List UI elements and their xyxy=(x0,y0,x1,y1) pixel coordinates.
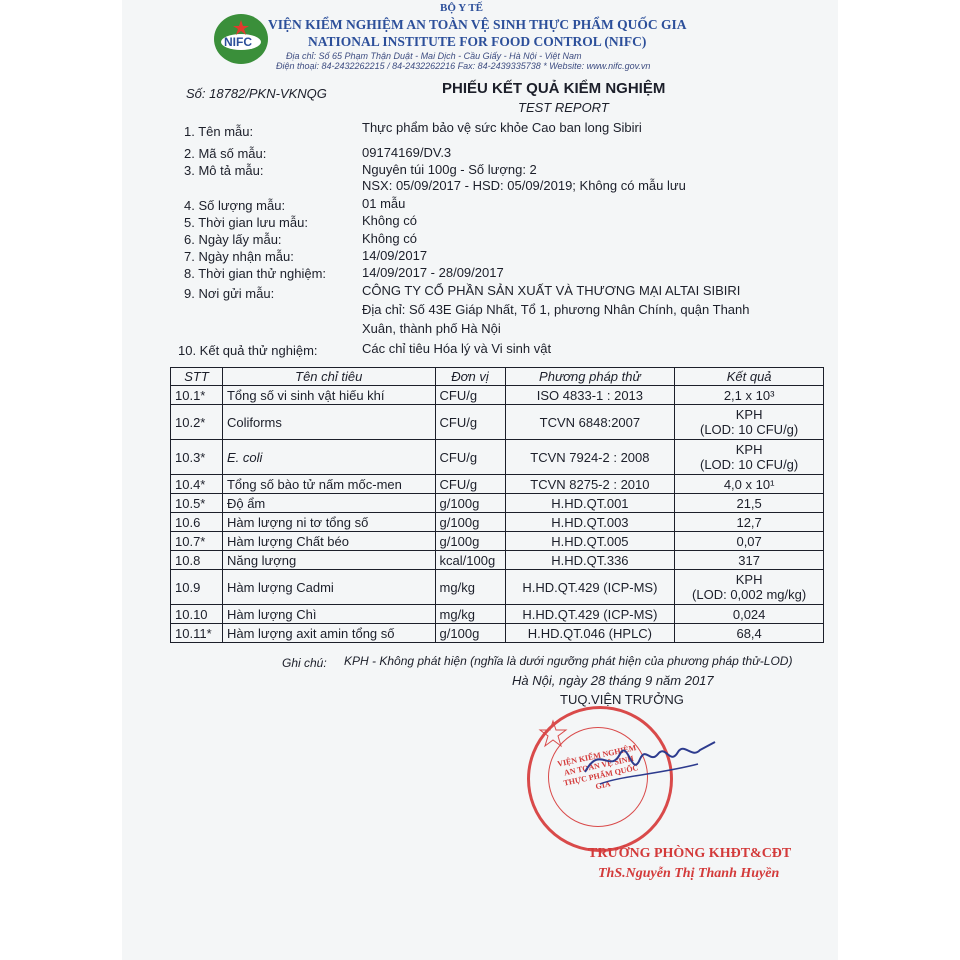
cell-method: TCVN 6848:2007 xyxy=(505,405,675,440)
cell-name: Hàm lượng axit amin tổng số xyxy=(222,624,435,643)
sign-title: TUQ.VIỆN TRƯỞNG xyxy=(560,692,684,707)
field-label: 9. Nơi gửi mẫu: xyxy=(184,286,275,301)
cell-name: Tổng số bào tử nấm mốc-men xyxy=(222,475,435,494)
cell-unit: mg/kg xyxy=(435,570,505,605)
cell-name: Hàm lượng Chất béo xyxy=(222,532,435,551)
cell-unit: CFU/g xyxy=(435,475,505,494)
nifc-logo xyxy=(214,14,268,64)
cell-name: Coliforms xyxy=(222,405,435,440)
result-value: KPH xyxy=(735,407,763,422)
cell-name: Tổng số vi sinh vật hiếu khí xyxy=(222,386,435,405)
cell-stt: 10.5* xyxy=(171,494,223,513)
cell-name: Năng lượng xyxy=(222,551,435,570)
table-row xyxy=(171,624,824,643)
field-label: 3. Mô tả mẫu: xyxy=(184,163,264,178)
table-row xyxy=(171,605,824,624)
cell-name: Hàm lượng ni tơ tổng số xyxy=(222,513,435,532)
cell-stt: 10.7* xyxy=(171,532,223,551)
cell-stt: 10.6 xyxy=(171,513,223,532)
document-number: Số: 18782/PKN-VKNQG xyxy=(186,86,327,101)
header-method: Phương pháp thử xyxy=(505,368,675,386)
signer-position: TRƯỞNG PHÒNG KHĐT&CĐT xyxy=(588,846,792,861)
table-header-row xyxy=(171,368,824,386)
cell-method: H.HD.QT.003 xyxy=(505,513,675,532)
cell-result xyxy=(675,440,824,475)
field-value: Nguyên túi 100g - Số lượng: 2 xyxy=(362,162,537,177)
cell-stt: 10.3* xyxy=(171,440,223,475)
institute-name-vn: VIỆN KIỂM NGHIỆM AN TOÀN VỆ SINH THỰC PHẨM QUỐC GIA xyxy=(268,17,687,32)
note-text: KPH - Không phát hiện (nghĩa là dưới ngưỡng phát hiện của phương pháp thử-LOD) xyxy=(344,654,793,668)
cell-unit: g/100g xyxy=(435,513,505,532)
field-label: 7. Ngày nhận mẫu: xyxy=(184,249,294,264)
field-value: 14/09/2017 xyxy=(362,248,428,263)
cell-result: 12,7 xyxy=(675,513,824,532)
document-page xyxy=(122,0,838,960)
cell-method: H.HD.QT.001 xyxy=(505,494,675,513)
signer-name: ThS.Nguyễn Thị Thanh Huyền xyxy=(598,866,780,881)
header-unit: Đơn vị xyxy=(435,368,505,386)
table-row xyxy=(171,532,824,551)
table-row xyxy=(171,405,824,440)
table-row xyxy=(171,494,824,513)
cell-unit: g/100g xyxy=(435,532,505,551)
field-label: 4. Số lượng mẫu: xyxy=(184,198,286,213)
cell-name: Hàm lượng Chì xyxy=(222,605,435,624)
institute-contact: Điện thoại: 84-2432262215 / 84-2432262216 Fax: 84-2439335738 * Website: www.nifc.gov.vn xyxy=(276,61,651,71)
field-value: CÔNG TY CỔ PHẦN SẢN XUẤT VÀ THƯƠNG MẠI ALTAI SIBIRI xyxy=(362,283,741,298)
cell-method: ISO 4833-1 : 2013 xyxy=(505,386,675,405)
cell-stt: 10.11* xyxy=(171,624,223,643)
field-label: 1. Tên mẫu: xyxy=(184,124,254,139)
sign-date: Hà Nội, ngày 28 tháng 9 năm 2017 xyxy=(512,673,714,688)
field-value: Thực phẩm bảo vệ sức khỏe Cao ban long Sibiri xyxy=(362,120,642,135)
cell-unit: CFU/g xyxy=(435,386,505,405)
cell-result: 21,5 xyxy=(675,494,824,513)
cell-unit: mg/kg xyxy=(435,605,505,624)
field-value: 14/09/2017 - 28/09/2017 xyxy=(362,265,504,280)
table-row xyxy=(171,551,824,570)
cell-method: TCVN 7924-2 : 2008 xyxy=(505,440,675,475)
field-label: 5. Thời gian lưu mẫu: xyxy=(184,215,308,230)
cell-stt: 10.8 xyxy=(171,551,223,570)
handwritten-signature xyxy=(580,724,720,794)
results-table xyxy=(170,367,824,643)
cell-method: H.HD.QT.429 (ICP-MS) xyxy=(505,605,675,624)
report-title: PHIẾU KẾT QUẢ KIỂM NGHIỆM xyxy=(442,80,666,97)
field-label: 8. Thời gian thử nghiệm: xyxy=(184,266,327,281)
cell-unit: kcal/100g xyxy=(435,551,505,570)
field-label: 10. Kết quả thử nghiệm: xyxy=(178,343,318,358)
table-row xyxy=(171,570,824,605)
header-stt: STT xyxy=(171,368,223,386)
cell-unit: CFU/g xyxy=(435,405,505,440)
cell-method: H.HD.QT.005 xyxy=(505,532,675,551)
cell-result: 4,0 x 10¹ xyxy=(675,475,824,494)
field-value-line2: Địa chỉ: Số 43E Giáp Nhất, Tổ 1, phương Nhân Chính, quận Thanh xyxy=(362,302,750,317)
cell-stt: 10.4* xyxy=(171,475,223,494)
table-row xyxy=(171,386,824,405)
cell-result: 0,07 xyxy=(675,532,824,551)
cell-result: 0,024 xyxy=(675,605,824,624)
table-row xyxy=(171,513,824,532)
header-indicator: Tên chỉ tiêu xyxy=(222,368,435,386)
field-label: 2. Mã số mẫu: xyxy=(184,146,267,161)
cell-method: H.HD.QT.429 (ICP-MS) xyxy=(505,570,675,605)
stamp-star-icon xyxy=(538,719,568,749)
result-value: KPH xyxy=(735,442,763,457)
result-value: KPH xyxy=(735,572,763,587)
cell-stt: 10.2* xyxy=(171,405,223,440)
cell-unit: g/100g xyxy=(435,494,505,513)
cell-unit: g/100g xyxy=(435,624,505,643)
cell-result: 317 xyxy=(675,551,824,570)
field-value: Các chỉ tiêu Hóa lý và Vi sinh vật xyxy=(362,341,552,356)
table-row xyxy=(171,475,824,494)
result-lod: (LOD: 10 CFU/g) xyxy=(700,457,799,472)
stamp-text: VIỆN KIỂM NGHIỆM AN TOÀN VỆ SINH THỰC PHẨM QUỐC GIA xyxy=(556,743,640,792)
cell-unit: CFU/g xyxy=(435,440,505,475)
field-value-line2: NSX: 05/09/2017 - HSD: 05/09/2019; Không có mẫu lưu xyxy=(362,178,686,193)
cell-method: H.HD.QT.336 xyxy=(505,551,675,570)
cell-method: H.HD.QT.046 (HPLC) xyxy=(505,624,675,643)
field-value: Không có xyxy=(362,231,417,246)
cell-stt: 10.9 xyxy=(171,570,223,605)
cell-result: 68,4 xyxy=(675,624,824,643)
cell-stt: 10.10 xyxy=(171,605,223,624)
cell-stt: 10.1* xyxy=(171,386,223,405)
cell-result xyxy=(675,405,824,440)
cell-name: Hàm lượng Cadmi xyxy=(222,570,435,605)
cell-method: TCVN 8275-2 : 2010 xyxy=(505,475,675,494)
report-title-en: TEST REPORT xyxy=(518,100,609,115)
result-lod: (LOD: 0,002 mg/kg) xyxy=(692,587,807,602)
table-row xyxy=(171,440,824,475)
cell-result xyxy=(675,570,824,605)
ministry-name: BỘ Y TẾ xyxy=(440,2,483,14)
cell-name: E. coli xyxy=(222,440,435,475)
institute-address: Địa chỉ: Số 65 Phạm Thận Duật - Mai Dịch - Cầu Giấy - Hà Nội - Việt Nam xyxy=(286,51,582,61)
institute-name-en: NATIONAL INSTITUTE FOR FOOD CONTROL (NIFC) xyxy=(308,34,647,49)
header-result: Kết quả xyxy=(675,368,824,386)
field-value: 01 mẫu xyxy=(362,196,406,211)
cell-result: 2,1 x 10³ xyxy=(675,386,824,405)
cell-name: Độ ẩm xyxy=(222,494,435,513)
field-value: Không có xyxy=(362,213,417,228)
field-value-line3: Xuân, thành phố Hà Nội xyxy=(362,321,501,336)
note-label: Ghi chú: xyxy=(282,656,327,670)
field-value: 09174169/DV.3 xyxy=(362,145,452,160)
result-lod: (LOD: 10 CFU/g) xyxy=(700,422,799,437)
logo-text: NIFC xyxy=(224,35,252,49)
field-label: 6. Ngày lấy mẫu: xyxy=(184,232,282,247)
